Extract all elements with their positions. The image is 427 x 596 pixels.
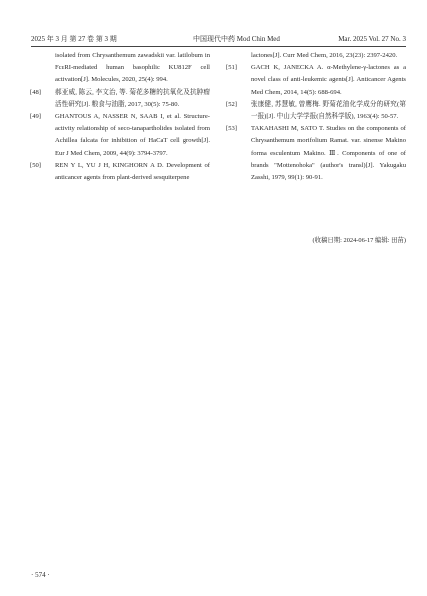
reference-text: 郝亚威, 陈云, 李文治, 等. 菊花多糖的抗氧化及抗肿瘤活性研究[J]. 粮食与油脂, 2017, 30(5): 75-80. — [55, 88, 210, 108]
reference-entry — [30, 50, 210, 87]
header-issue-info-en: Mar. 2025 Vol. 27 No. 3 — [338, 35, 406, 43]
reference-entry — [226, 50, 406, 62]
reference-number: [52] — [226, 100, 237, 108]
reference-entry — [226, 123, 406, 184]
reference-entry — [226, 99, 406, 123]
reference-entry — [30, 160, 210, 184]
reference-number: [49] — [30, 113, 41, 121]
reference-entry — [30, 111, 210, 160]
reference-text: REN Y L, YU J H, KINGHORN A D. Development of anticancer agents from plant-derived sesquiterpene — [55, 161, 210, 182]
reference-text: GACH K, JANECKA A. α-Methylene-γ-lactones as a novel class of anti-leukemic agents[J]. Anticancer Agents Med Chem, 2014, 14(5): 688-694. — [251, 64, 406, 96]
reference-number: [51] — [226, 64, 237, 72]
reference-text: TAKAHASHI M, SATO T. Studies on the components of Chrysanthemum morifolium Ramat. var. sinense Makino forma esculentum Makino. Ⅲ. Components of one of brands "Mottenohoka" (author's transl)[J]. Yakugaku Zasshi, 1979, 99(1): 90-91. — [251, 125, 406, 182]
reference-number: [48] — [30, 88, 41, 96]
reference-number: [53] — [226, 125, 237, 133]
reference-entry — [226, 62, 406, 99]
received-date-note: (收稿日期: 2024-06-17 编辑: 田苗) — [312, 237, 406, 244]
header-divider — [31, 46, 406, 47]
reference-entry — [30, 87, 210, 111]
header-issue-info: 2025 年 3 月 第 27 卷 第 3 期 — [31, 35, 117, 43]
reference-column-left — [30, 50, 210, 184]
reference-text: 张康健, 苏慧敏, 曾鹰梅. 野菊花油化学成分的研究(第一报)[J]. 中山大学学报(自然科学版), 1963(4): 50-57. — [251, 100, 406, 121]
reference-text: isolated from Chrysanthemum zawadskii var. latilobum in FcεRI-mediated human basophilic KU812F cell activation[J]. Molecules, 2020, 25(4): 994. — [55, 52, 210, 84]
running-header — [31, 33, 406, 45]
reference-number: [50] — [30, 161, 41, 169]
reference-text: lactones[J]. Curr Med Chem, 2016, 23(23): 2397-2420. — [251, 52, 398, 59]
header-journal-title: 中国现代中药 Mod Chin Med — [193, 35, 280, 43]
reference-column-right — [226, 50, 406, 184]
page-number: · 574 · — [31, 571, 50, 579]
reference-text: GHANTOUS A, NASSER N, SAAB I, et al. Structure-activity relationship of seco-tanapartholides isolated from Achillea falcata for inhibition of HaCaT cell growth[J]. Eur J Med Chem, 2009, 44(9): 3794-3797. — [55, 113, 210, 157]
